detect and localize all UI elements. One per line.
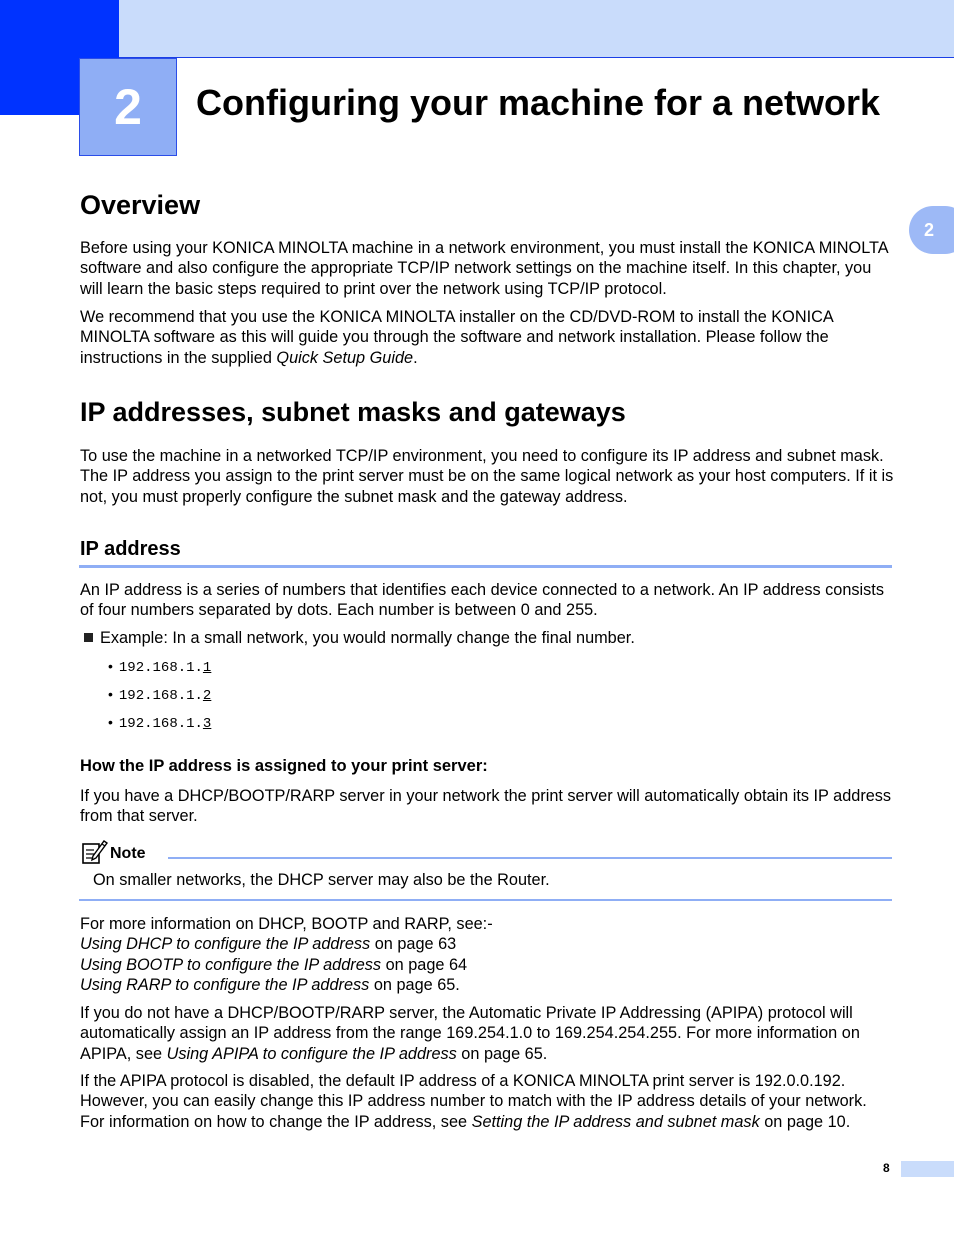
quick-setup-guide-ref: Quick Setup Guide (276, 348, 414, 367)
chapter-number: 2 (79, 58, 177, 156)
apipa-paragraph: If you do not have a DHCP/BOOTP/RARP server, the Automatic Private IP Addressing (APIPA) protocol will automatically assign an IP address from the range 169.254.1.0 to 169.254.254.255. For more information on APIPA, see Using APIPA to configure the IP address on page 65. (80, 1004, 860, 1063)
ip-example-1: • 192.168.1.1 (108, 658, 212, 676)
assigned-paragraph: If you have a DHCP/BOOTP/RARP server in your network the print server will automatically obtain its IP address from that server. (80, 787, 892, 826)
overview-paragraph-2: We recommend that you use the KONICA MINOLTA installer on the CD/DVD-ROM to install the KONICA MINOLTA software as this will guide you through the software and network installation. Please follow the instructions in the supplied Quick Setup Guide. (80, 308, 833, 367)
page-number: 8 (883, 1161, 890, 1175)
ip-section-paragraph: To use the machine in a networked TCP/IP environment, you need to configure its IP address and subnet mask. The IP address you assign to the print server must be on the same logical network as your host computers. If it is not, you must properly configure the subnet mask and the gateway address. (80, 447, 894, 506)
square-bullet-icon (84, 633, 93, 642)
example-item: Example: In a small network, you would normally change the final number. (84, 628, 899, 648)
page-number-tab (901, 1161, 954, 1177)
ref-apipa[interactable]: Using APIPA to configure the IP address (166, 1044, 457, 1063)
note-bottom-rule (79, 899, 892, 901)
ip-address-paragraph: An IP address is a series of numbers that identifies each device connected to a network. An IP address consists of four numbers separated by dots. Each number is between 0 and 255. (80, 581, 884, 620)
default-ip-paragraph: If the APIPA protocol is disabled, the default IP address of a KONICA MINOLTA print server is 192.0.0.192. However, you can easily change this IP address number to match with the IP address details of your network. For information on how to change the IP address, see Setting the IP address and subnet mask on page 10. (80, 1072, 867, 1131)
ip-example-3: • 192.168.1.3 (108, 714, 212, 732)
note-text: On smaller networks, the DHCP server may also be the Router. (93, 871, 550, 889)
ref-rarp[interactable]: Using RARP to configure the IP address on page 65. (80, 976, 460, 995)
overview-heading: Overview (80, 190, 201, 220)
more-info-block (80, 914, 895, 996)
more-info-intro: For more information on DHCP, BOOTP and RARP, see:- (80, 915, 493, 933)
overview-paragraph-1: Before using your KONICA MINOLTA machine in a network environment, you must install the KONICA MINOLTA software and also configure the appropriate TCP/IP network settings on the machine itself. In this chapter, you will learn the basic steps required to print over the network using TCP/IP protocol. (80, 239, 888, 298)
ref-bootp[interactable]: Using BOOTP to configure the IP address on page 64 (80, 955, 468, 974)
note-label: Note (110, 845, 146, 862)
ip-section-heading: IP addresses, subnet masks and gateways (80, 397, 626, 427)
assigned-heading: How the IP address is assigned to your print server: (80, 757, 488, 775)
ref-set-ip[interactable]: Setting the IP address and subnet mask (471, 1112, 760, 1131)
note-top-rule (168, 857, 892, 859)
header-band (0, 0, 954, 58)
ip-address-rule (79, 565, 892, 568)
chapter-title: Configuring your machine for a network (196, 82, 881, 123)
ref-dhcp[interactable]: Using DHCP to configure the IP address on page 63 (80, 935, 457, 954)
chapter-side-tab[interactable]: 2 (909, 206, 954, 254)
ip-address-heading: IP address (80, 538, 181, 560)
note-pencil-icon (80, 838, 108, 866)
ip-example-2: • 192.168.1.2 (108, 686, 212, 704)
